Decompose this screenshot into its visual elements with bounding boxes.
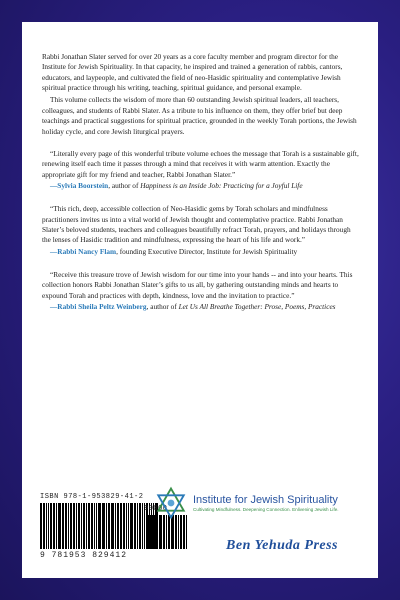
barcode-bar <box>68 503 69 549</box>
endorsement-text: “Literally every page of this wonderful tribute volume echoes the message that Torah is a sustainable gift, renewing itself each time it passes through a mind that receives it with warm attention. Exactly the appropriate gift for my friend and teacher, Rabbi Jonathan Slater.” <box>42 148 359 179</box>
barcode-bar <box>50 503 52 549</box>
barcode-bar <box>123 503 125 549</box>
barcode-bar <box>94 503 95 549</box>
endorser-role: , author of <box>108 180 141 190</box>
endorser-name: —Rabbi Nancy Flam <box>50 246 117 256</box>
endorsement-attribution <box>50 247 360 257</box>
barcode-number: 9 781953 829412 <box>40 551 128 560</box>
barcode-bar <box>78 503 80 549</box>
logo-tagline: Cultivating Mindfulness. Deepening Connection. Enlivening Jewish Life. <box>193 507 339 512</box>
endorser-role: , author of <box>146 302 179 312</box>
barcode-bar <box>106 503 107 549</box>
star-of-david-icon <box>154 486 188 520</box>
barcode-bar <box>175 515 177 549</box>
barcode-bar <box>56 503 57 549</box>
barcode-bar <box>73 503 75 549</box>
endorser-book: Happiness is an Inside Job: Practicing for a Joyful Life <box>140 180 303 190</box>
barcode-bar <box>168 515 170 549</box>
logo-title: Institute for Jewish Spirituality <box>193 494 338 506</box>
bio-section <box>42 52 360 137</box>
price-code: 90000 <box>144 505 168 513</box>
barcode-bar <box>86 503 87 549</box>
barcode-bar <box>120 503 122 549</box>
endorser-name: —Sylvia Boorstein <box>50 180 109 190</box>
barcode-bar <box>43 503 45 549</box>
endorsement <box>42 204 360 257</box>
barcode-bar <box>83 503 85 549</box>
endorsement <box>42 270 360 312</box>
endorser-name: —Rabbi Sheila Peltz Weinberg <box>50 302 147 312</box>
barcode-bar <box>128 503 129 549</box>
barcode-bar <box>142 503 143 549</box>
institute-logo <box>154 486 364 520</box>
barcode-bar <box>148 515 151 549</box>
barcode-bar <box>76 503 77 549</box>
barcode-bar <box>111 503 114 549</box>
price-barcode-bars <box>144 515 188 549</box>
endorser-book: Let Us All Breathe Together: Prose, Poems, Practices <box>178 302 336 312</box>
barcode-bar <box>183 515 185 549</box>
barcode-bar <box>137 503 138 549</box>
isbn-barcode <box>40 493 168 560</box>
endorsement-attribution <box>50 302 360 312</box>
barcode-bar <box>108 503 110 549</box>
barcode-bar <box>166 515 167 549</box>
endorsement <box>42 149 360 191</box>
endorser-role: , founding Executive Director, Institute for Jewish Spirituality <box>116 246 298 256</box>
barcode-bar <box>178 515 179 549</box>
barcode-bar <box>152 515 153 549</box>
barcode-bar <box>180 515 182 549</box>
barcode-bar <box>46 503 47 549</box>
barcode-bar <box>48 503 49 549</box>
barcode-bar <box>146 515 147 549</box>
publisher-name: Ben Yehuda Press <box>226 538 338 553</box>
barcode-bar <box>186 515 187 549</box>
barcode-bar <box>144 515 145 549</box>
barcode-bar <box>139 503 141 549</box>
barcode-bar <box>126 503 127 549</box>
barcode-bar <box>88 503 90 549</box>
barcode-bar <box>134 503 136 549</box>
barcode-bar <box>117 503 119 549</box>
barcode-bar <box>157 515 158 549</box>
endorsement-text: “This rich, deep, accessible collection of Neo-Hasidic gems by Torah scholars and mindfulness practitioners invites us into a vital world of Jewish thought and contemplative practice. Rabbi Jonathan Slater’s beloved students, teachers and colleagues beautifully refract Torah, prayers, and holidays through the lenses of Hasidic tradition and mindfulness, expressing the heart of his life and work.” <box>42 204 351 245</box>
barcode-bar <box>91 503 93 549</box>
barcode-bar <box>81 503 82 549</box>
barcode-bar <box>115 503 116 549</box>
barcode-bars <box>40 503 160 549</box>
back-cover-panel <box>22 22 378 578</box>
barcode-bar <box>70 503 72 549</box>
isbn-label: ISBN 978-1-953829-41-2 <box>40 493 144 501</box>
barcode-bar <box>65 503 67 549</box>
barcode-bar <box>96 503 97 549</box>
endorsement-attribution <box>50 181 360 191</box>
barcode-bar <box>130 503 133 549</box>
endorsements <box>42 149 360 313</box>
bio-paragraph: Rabbi Jonathan Slater served for over 20 years as a core faculty member and program director for the Institute for Jewish Spirituality. In that capacity, he inspired and trained a generation of rabbis, cantors, educators, and laypeople, and cultivated the field of neo-Hasidic spirituality and contemplative Jewish spiritual practice through his writing, teaching, spiritual guidance, and personal example. <box>42 52 343 93</box>
barcode-bar <box>62 503 64 549</box>
barcode-bar <box>98 503 101 549</box>
barcode-bar <box>40 503 42 549</box>
bio-paragraph: This volume collects the wisdom of more than 60 outstanding Jewish spiritual leaders, all teachers, colleagues, and students of Rabbi Slater. As a tribute to his influence on them, they offer brief but deep teachings and practical suggestions for spiritual practice, grounded in the weekly Torah portions, the Jewish holiday cycle, and core Jewish liturgical prayers. <box>42 95 357 136</box>
barcode-bar <box>163 515 165 549</box>
endorsement-text: “Receive this treasure trove of Jewish wisdom for our time into your hands -- and into your hearts. This collection honors Rabbi Jonathan Slater’s gifts to us all, by gathering outstanding minds and hearts to expound Torah and practices with depth, kindness, love and the invitation to practice.” <box>42 270 353 300</box>
barcode-bar <box>53 503 55 549</box>
barcode-bar <box>159 515 162 549</box>
barcode-bar <box>171 515 174 549</box>
barcode-bar <box>102 503 105 549</box>
barcode-bar <box>58 503 61 549</box>
barcode-bar <box>154 515 156 549</box>
